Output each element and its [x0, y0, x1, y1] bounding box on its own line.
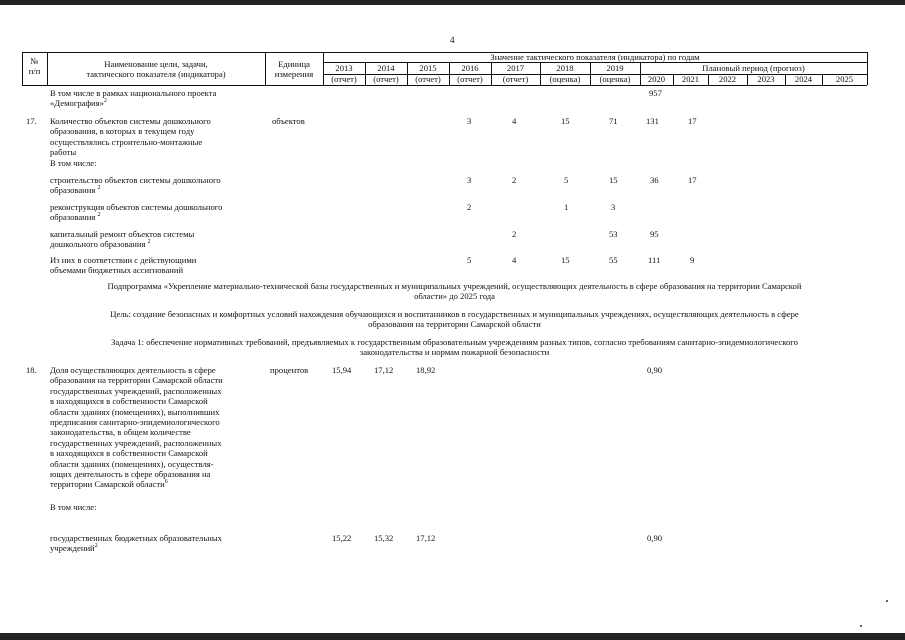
value-2019: 15: [609, 175, 618, 185]
value-2019: 71: [609, 116, 618, 126]
header-col-unit: Единица измерения: [274, 59, 314, 79]
scan-top-band: [0, 0, 905, 5]
header-year-note: (оценка): [599, 74, 631, 84]
header-year-note: (отчет): [502, 74, 529, 84]
row-name-reconstruction: реконструкция объектов системы дошкольного образования $^2$: [50, 202, 223, 223]
value-2020: 36: [650, 175, 659, 185]
value-2016: 3: [467, 175, 472, 185]
row-name: Доля осуществляющих деятельность в сфере образования на территории Самарской области государственных учреждений, расположенных в находящихся в собственности Самарской области зданиях (помещениях), выполнивших предписания санитарно-эпидемиологического законодательства, в общем количестве государственных учреждений, расположенных в находящихся в собственности Самарской области зданиях (помещениях), осуществля- ющих деятельность в сфере образования на территории Самарской области$^6$: [50, 365, 223, 490]
header-year-note: (отчет): [373, 74, 399, 84]
value-2015: 18,92: [416, 365, 436, 375]
value-2018: 5: [564, 175, 569, 185]
header-year-note: (отчет): [457, 74, 483, 84]
header-group-title: Значение тактического показателя (индикатора) по годам: [490, 52, 700, 62]
subprogram-heading: Подпрограмма «Укрепление материально-технической базы государственных и муниципальных учреждений, осуществляющих деятельность в сфере образования на территории Самарской области» до 2025 года: [107, 281, 802, 302]
row-unit: процентов: [270, 365, 309, 375]
header-plan-year: 2021: [681, 74, 700, 84]
scan-speck: [886, 600, 888, 602]
value-2020: 131: [646, 116, 659, 126]
value-2020: 95: [650, 229, 659, 239]
scan-bottom-band: [0, 633, 905, 640]
row-number: 18.: [26, 365, 37, 375]
value-2020: 0,90: [647, 533, 663, 543]
value-2018: 15: [561, 116, 570, 126]
value-2021: 9: [690, 255, 695, 265]
value-2015: 17,12: [416, 533, 436, 543]
value-2018: 1: [564, 202, 569, 212]
value-2020: 957: [649, 88, 662, 98]
value-2020: 111: [648, 255, 661, 265]
header-year: 2014: [377, 63, 395, 73]
header-plan-year: 2023: [757, 74, 775, 84]
row-national-project: В том числе в рамках национального проекта «Демография»$^2$: [50, 88, 217, 109]
header-year: 2016: [461, 63, 479, 73]
value-2017: 2: [512, 175, 517, 185]
row-unit: объектов: [272, 116, 305, 126]
scan-speck: [860, 625, 862, 627]
value-2017: 2: [512, 229, 517, 239]
row-name-budget-institutions: государственных бюджетных образовательных учреждений$^2$: [50, 533, 222, 554]
goal-heading: Цель: создание безопасных и комфортных условий нахождения обучающихся и воспитанников в государственных и муниципальных учреждениях, осуществляющих деятельность в сфере образования на территории Самарской области: [110, 309, 799, 330]
value-2016: 2: [467, 202, 472, 212]
header-col-name: Наименование цели, задачи, тактического показателя (индикатора): [86, 59, 226, 79]
row-name-tail: В том числе:: [50, 502, 97, 512]
value-2021: 17: [688, 175, 697, 185]
row-number: 17.: [26, 116, 37, 126]
header-col-no: № п/п: [28, 56, 41, 76]
task-heading: Задача 1: обеспечение нормативных требований, предъявляемых к государственным образовательным учреждениям разных типов, согласно требованиям санитарно-эпидемиологического законодательства и нормам пожарной безопасности: [111, 337, 798, 358]
header-year-note: (отчет): [415, 74, 441, 84]
value-2016: 3: [467, 116, 472, 126]
value-2021: 17: [688, 116, 697, 126]
row-name-capital-repair: капитальный ремонт объектов системы дошкольного образования $^2$: [50, 229, 195, 250]
header-year: 2017: [506, 63, 525, 73]
value-2013: 15,22: [332, 533, 352, 543]
header-plan-year: 2020: [647, 74, 666, 84]
value-2018: 15: [561, 255, 570, 265]
value-2019: 55: [609, 255, 618, 265]
row-name-budget: Из них в соответствии с действующими объемами бюджетных ассигнований: [50, 255, 197, 276]
header-year: 2013: [335, 63, 353, 73]
page-number: 4: [450, 35, 455, 45]
value-2020: 0,90: [647, 365, 663, 375]
header-year: 2015: [419, 63, 437, 73]
value-2014: 17,12: [374, 365, 394, 375]
row-name-construction: строительство объектов системы дошкольного образования $^2$: [50, 175, 221, 196]
header-year-note: (оценка): [549, 74, 581, 84]
row-name: Количество объектов системы дошкольного образования, в которых в текущем году осуществлялись строительно-монтажные работы В том числе:: [50, 116, 211, 168]
header-plan-year: 2022: [718, 74, 737, 84]
value-2016: 5: [467, 255, 472, 265]
header-year-note: (отчет): [331, 74, 357, 84]
value-2013: 15,94: [332, 365, 352, 375]
header-planned-title: Плановый период (прогноз): [702, 63, 805, 73]
header-plan-year: 2024: [794, 74, 813, 84]
value-2019: 53: [609, 229, 618, 239]
header-year: 2018: [556, 63, 574, 73]
value-2017: 4: [512, 255, 517, 265]
value-2019: 3: [611, 202, 616, 212]
value-2014: 15,32: [374, 533, 394, 543]
value-2017: 4: [512, 116, 517, 126]
header-plan-year: 2025: [835, 74, 854, 84]
header-year: 2019: [606, 63, 624, 73]
